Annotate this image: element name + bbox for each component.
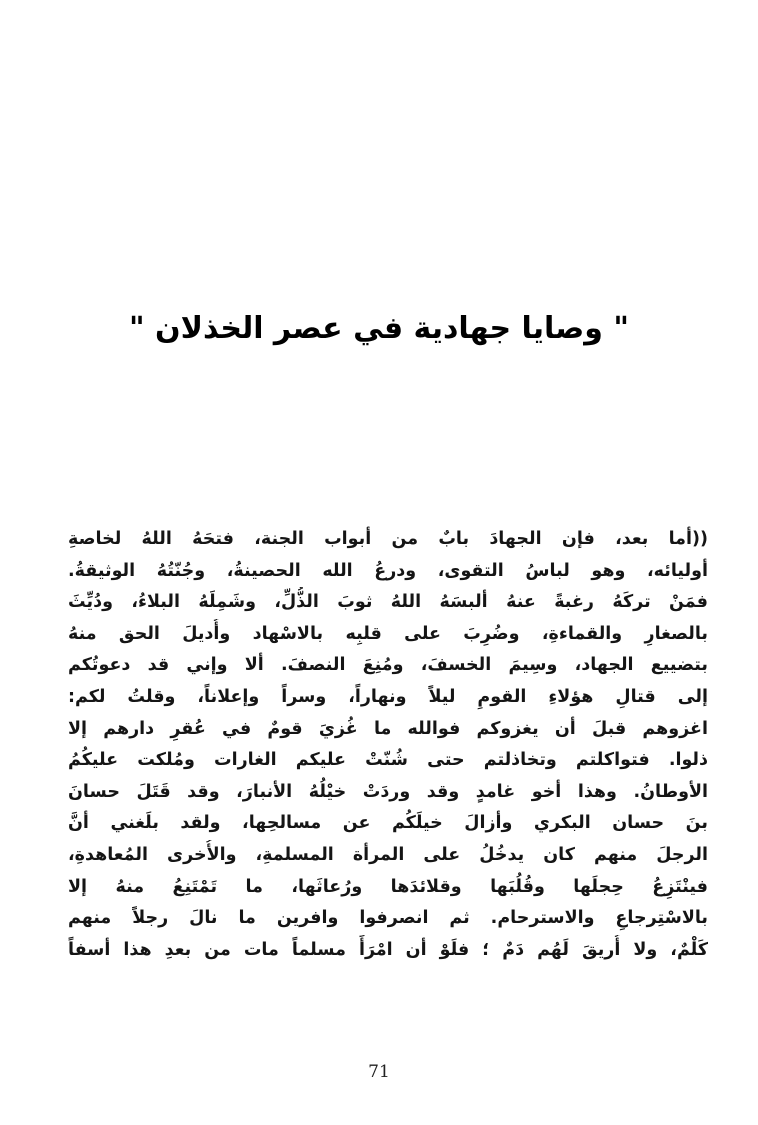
text-line: الرجلَ منهم كان يدخُلُ على المرأة المسلمةِ، والأُخرى المُعاهدةِ، <box>68 844 708 865</box>
text-line: كَلْمٌ، ولا أُريقَ لَهُم دَمٌ ؛ فلَوْ أن امْرَأً مسلماً مات من بعدِ هذا أسفاً <box>68 939 708 960</box>
text-line: ((أما بعد، فإن الجهادَ بابٌ من أبواب الجنة، فتحَهُ اللهُ لخاصةِ <box>68 529 708 549</box>
text-line: بنَ حسان البكري وأزالَ خيلَكُم عن مسالحِها، ولقد بلَغني أنَّ <box>68 813 708 834</box>
text-line: بالصغارِ والقماءةِ، وضُرِبَ على قلبِه بالاسْهاد وأُديلَ الحق منهُ <box>68 623 708 644</box>
text-line: أوليائه، وهو لباسُ التقوى، ودرعُ الله الحصينةُ، وجُنّتُهُ الوثيقةُ. <box>68 560 708 581</box>
text-line: الأوطانُ. وهذا أخو غامدٍ وقد وردَتْ خيْلُهُ الأنبارَ، وقد قَتَلَ حسانَ <box>68 781 708 802</box>
page-number: 71 <box>368 1062 390 1082</box>
text-line: بالاسْتِرجاعِ والاسترحام. ثم انصرفوا وافرين ما نالَ رجلاً منهم <box>68 908 708 929</box>
body-paragraph <box>68 524 708 966</box>
chapter-title: " وصايا جهادية في عصر الخذلان " <box>128 311 630 346</box>
text-line: فينْتَزِعُ حِجلَها وقُلُبَها وقلائدَها ورُعاثَها، ما تَمْتَنِعُ منهُ إلا <box>68 876 708 897</box>
text-line: فمَنْ تركَهُ رغبةً عنهُ ألبسَهُ اللهُ ثوبَ الذُّلِّ، وشَمِلَهُ البلاءُ، ودُيِّثَ <box>68 592 708 613</box>
text-line: إلى قتالِ هؤلاءِ القومِ ليلاً ونهاراً، وسراً وإعلاناً، وقلتُ لكم: <box>68 686 708 707</box>
text-line: ذلوا. فتواكلتم وتخاذلتم حتى شُنّتْ عليكم الغارات ومُلكت عليكُمُ <box>68 750 708 771</box>
text-line: اغزوهم قبلَ أن يغزوكم فوالله ما غُزيَ قومٌ في عُقرِ دارهم إلا <box>68 718 708 739</box>
text-line: بتضييع الجهاد، وسِيمَ الخسفَ، ومُنِعَ النصفَ. ألا وإني قد دعوتُكم <box>68 655 708 676</box>
